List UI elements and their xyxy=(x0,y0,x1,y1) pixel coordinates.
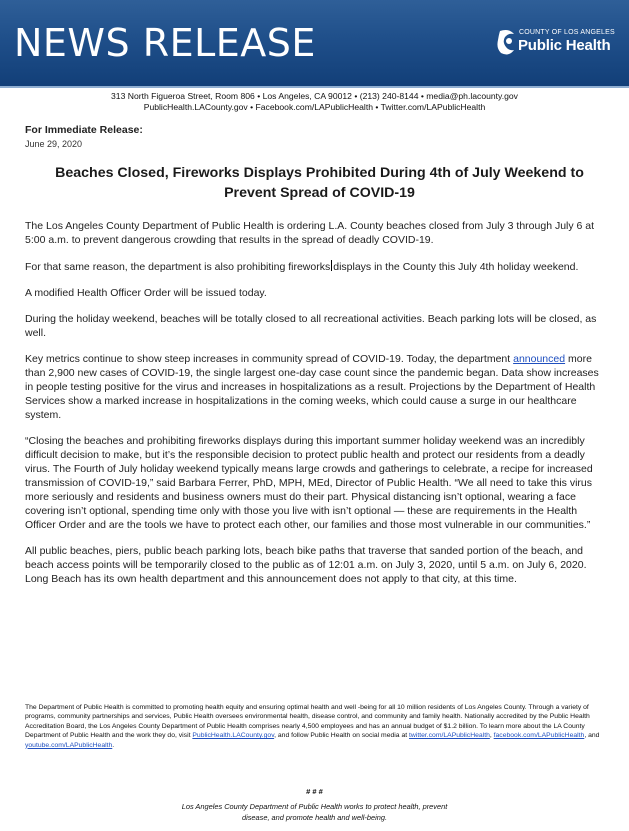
announced-link[interactable]: announced xyxy=(513,353,566,365)
mission-line-2: disease, and promote health and well-being. xyxy=(241,813,388,822)
release-label: For Immediate Release: xyxy=(25,124,143,136)
logo-public-health-text: Public Health xyxy=(518,37,611,54)
paragraph-5-text-b: more than 2,900 new cases of COVID-19, the single largest one-day case count since the pandemic began. Data show increases in people testing positive for the virus and increases in hospitalizations as a result. Projections by the Department of Health Services show a marked increase in hospitalizations in the coming weeks, which could cause a surge in our healthcare system. xyxy=(25,353,599,421)
mission-statement xyxy=(0,801,629,823)
twitter-link[interactable]: twitter.com/LAPublicHealth xyxy=(409,732,490,740)
paragraph-4: During the holiday weekend, beaches will be totally closed to all recreational activities. Beach parking lots will be closed, as well. xyxy=(25,313,597,339)
boilerplate-text: The Department of Public Health is committed to promoting health equity and ensuring optimal health and well -being for all 10 million residents of Los Angeles County. Through a variety of programs, community partnerships and services, Public Health oversees environmental health, disease control, and community and family health. Nationally accredited by the Public Health Accreditation Board, the Los Angeles County Department of Public Health comprises nearly 4,500 employees and has an annual budget of $1.2 billion. To learn more about the LA County Department of Public Health and the work they do, visit xyxy=(25,704,590,740)
paragraph-1: The Los Angeles County Department of Public Health is ordering L.A. County beaches closed from July 3 through July 6 at 5:00 a.m. to prevent dangerous crowding that results in the spread of deadly COVID-19. xyxy=(25,220,595,246)
paragraph-7: All public beaches, piers, public beach parking lots, beach bike paths that traverse that sanded portion of the beach, and beach access points will be temporarily closed to the public as of 12:01 a.m. on July 3, 2020, until 5 a.m. on July 6, 2020. Long Beach has its own health department and this announcement does not apply to that city, at this time. xyxy=(25,545,587,585)
youtube-link[interactable]: youtube.com/LAPublicHealth xyxy=(25,741,113,749)
logo-county-text: COUNTY OF LOS ANGELES xyxy=(519,29,615,36)
paragraph-3: A modified Health Officer Order will be issued today. xyxy=(25,287,267,299)
separator-2: , and xyxy=(584,732,600,740)
facebook-link[interactable]: facebook.com/LAPublicHealth xyxy=(493,732,585,740)
contact-web-line: PublicHealth.LACounty.gov • Facebook.com/LAPublicHealth • Twitter.com/LAPublicHealth xyxy=(143,102,486,112)
boilerplate-end: . xyxy=(112,741,115,749)
article-body xyxy=(25,219,605,598)
publichealth-website-link[interactable]: PublicHealth.LACounty.gov xyxy=(192,732,275,740)
contact-info xyxy=(0,91,629,113)
paragraph-5 xyxy=(25,352,605,422)
public-health-logo xyxy=(497,28,622,62)
release-date: June 29, 2020 xyxy=(25,139,83,149)
boilerplate xyxy=(25,703,600,750)
paragraph-5-text-a: Key metrics continue to show steep increases in community spread of COVID-19. Today, the department xyxy=(25,353,511,365)
end-marks: # # # xyxy=(306,787,323,796)
banner-title: NEWS RELEASE xyxy=(14,21,316,65)
paragraph-2-text-a: For that same reason, the department is also prohibiting fireworks xyxy=(25,261,331,273)
paragraph-2-text-b: displays in the County this July 4th holiday weekend. xyxy=(333,261,579,273)
paragraph-2 xyxy=(25,260,605,274)
contact-address-line: 313 North Figueroa Street, Room 806 • Los Angeles, CA 90012 • (213) 240-8144 • media@ph.lacounty.gov xyxy=(111,91,518,101)
headline: Beaches Closed, Fireworks Displays Prohibited During 4th of July Weekend to Prevent Spread of COVID-19 xyxy=(55,165,584,201)
boilerplate-text-b: , and follow Public Health on social media at xyxy=(274,732,408,740)
paragraph-6-quote: “Closing the beaches and prohibiting fireworks displays during this important summer holiday weekend was an incredibly difficult decision to make, but it’s the responsible decision to protect public health and protect our residents from a deadly virus. The Fourth of July holiday weekend typically means large crowds and gatherings to celebrate, a recipe for increased transmission of COVID-19,” said Barbara Ferrer, PhD, MPH, MEd, Director of Public Health. “We all need to take this virus more seriously and residents and business owners must do their part. Physical distancing isn’t optional, wearing a face covering isn’t optional, spending time only with those you live with isn’t optional — these are requirements in the Health Officer Order and are the tools we have to protect each other, our families and those most vulnerable in our communities.” xyxy=(25,435,593,531)
news-release-banner xyxy=(0,0,629,88)
county-seal-icon xyxy=(497,28,517,58)
separator-1: , xyxy=(489,732,492,740)
mission-line-1: Los Angeles County Department of Public Health works to protect health, prevent xyxy=(181,802,448,811)
